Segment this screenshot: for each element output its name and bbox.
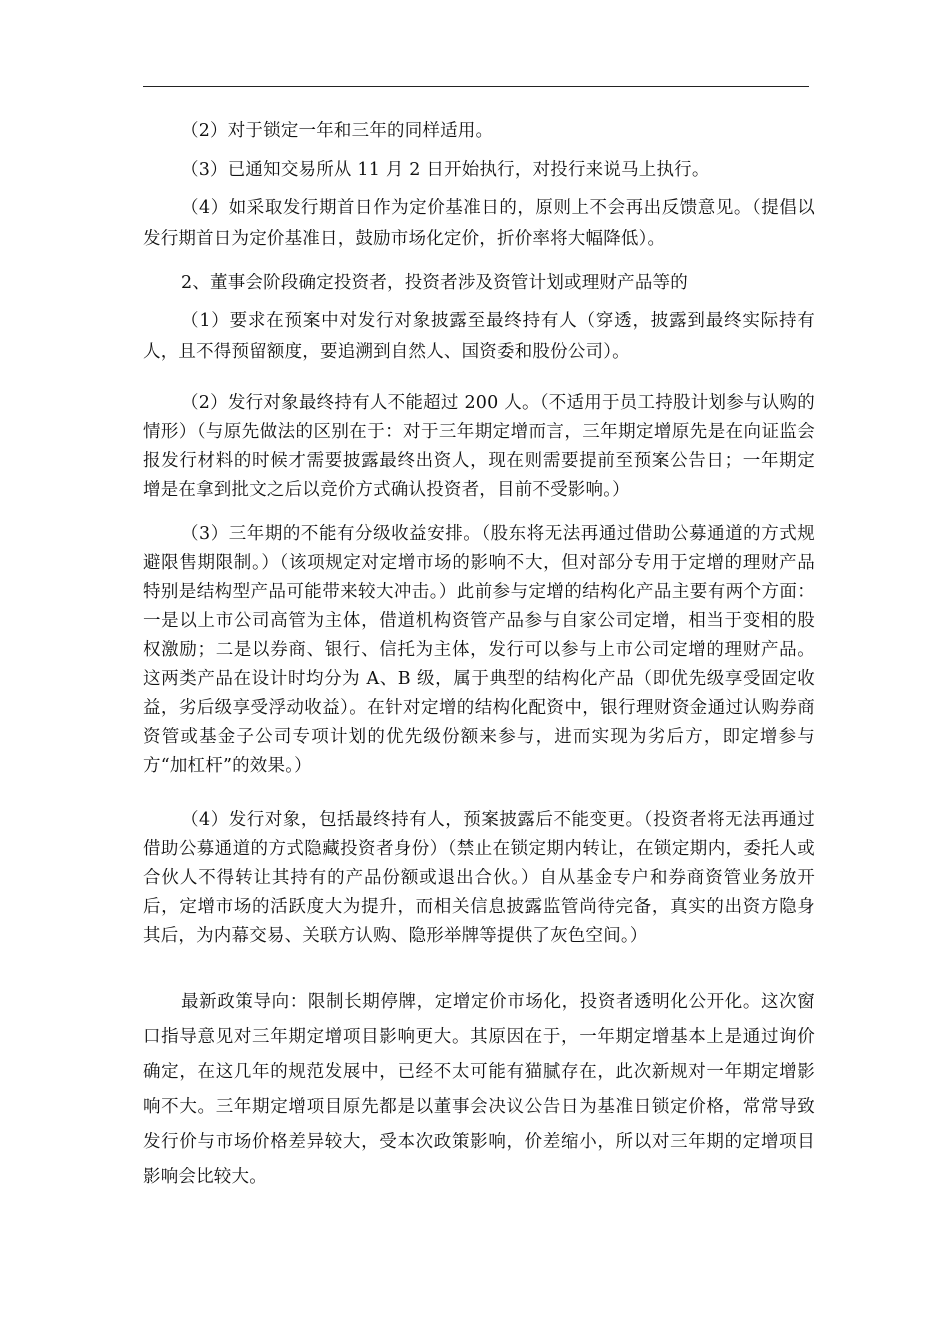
paragraph-disclosure-holders: （1）要求在预案中对发行对象披露至最终持有人（穿透，披露到最终实际持有人，且不得预留额度，要追溯到自然人、国资委和股份公司）。 [143, 311, 815, 362]
paragraph-holder-limit: （2）发行对象最终持有人不能超过 200 人。（不适用于员工持股计划参与认购的情形）（与原先做法的区别在于：对于三年期定增而言，三年期定增原先是在向证监会报发行材料的时候才需要披露最终出资人，现在则需要提前至预案公告日；一年期定增是在拿到批文之后以竞价方式确认投资者，目前不受影响。） [143, 393, 815, 500]
paragraph-policy-guidance: 最新政策导向：限制长期停牌，定增定价市场化，投资者透明化公开化。这次窗口指导意见对三年期定增项目影响更大。其原因在于，一年期定增基本上是通过询价确定，在这几年的规范发展中，已经不太可能有猫腻存在，此次新规对一年期定增影响不大。三年期定增项目原先都是以董事会决议公告日为基准日锁定价格，常常导致发行价与市场价格差异较大，受本次政策影响，价差缩小，所以对三年期的定增项目影响会比较大。 [143, 992, 815, 1187]
paragraph-section-2-heading: 2、董事会阶段确定投资者，投资者涉及资管计划或理财产品等的 [181, 273, 688, 293]
header-rule [143, 86, 809, 87]
paragraph-lock-period: （2）对于锁定一年和三年的同样适用。 [181, 121, 494, 141]
paragraph-exchange-notice: （3）已通知交易所从 11 月 2 日开始执行，对投行来说马上执行。 [181, 160, 710, 180]
paragraph-pricing-base-date: （4）如采取发行期首日作为定价基准日的，原则上不会再出反馈意见。（提倡以发行期首日为定价基准日，鼓励市场化定价，折价率将大幅降低）。 [143, 198, 815, 249]
paragraph-no-change: （4）发行对象，包括最终持有人，预案披露后不能变更。（投资者将无法再通过借助公募通道的方式隐藏投资者身份）（禁止在锁定期内转让，在锁定期内，委托人或合伙人不得转让其持有的产品份额或退出合伙。）自从基金专户和券商资管业务放开后，定增市场的活跃度大为提升，而相关信息披露监管尚待完备，真实的出资方隐身其后，为内幕交易、关联方认购、隐形举牌等提供了灰色空间。） [143, 810, 815, 946]
paragraph-structured-products: （3）三年期的不能有分级收益安排。（股东将无法再通过借助公募通道的方式规避限售期限制。）（该项规定对定增市场的影响不大，但对部分专用于定增的理财产品特别是结构型产品可能带来较大冲击。）此前参与定增的结构化产品主要有两个方面：一是以上市公司高管为主体，借道机构资管产品参与自家公司定增，相当于变相的股权激励；二是以券商、银行、信托为主体，发行可以参与上市公司定增的理财产品。这两类产品在设计时均分为 A、B 级，属于典型的结构化产品（即优先级享受固定收益，劣后级享受浮动收益）。在针对定增的结构化配资中，银行理财资金通过认购券商资管或基金子公司专项计划的优先级份额来参与，进而实现为劣后方，即定增参与方“加杠杆”的效果。） [143, 524, 815, 776]
